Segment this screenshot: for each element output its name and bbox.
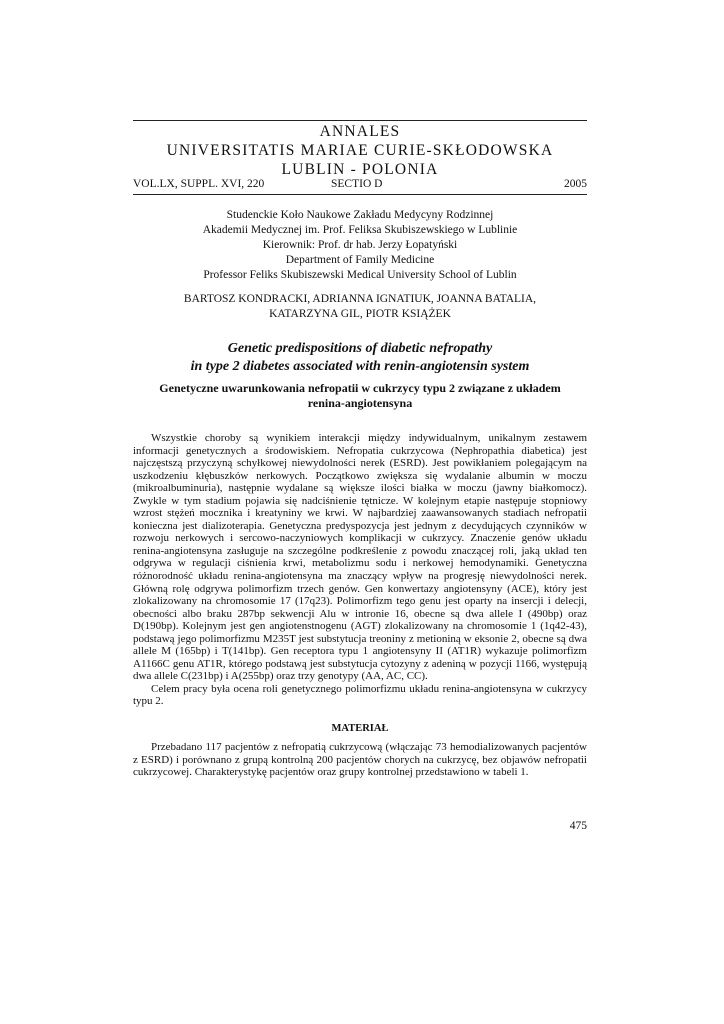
article-title [133,340,587,376]
section-heading: MATERIAŁ [331,723,389,734]
affiliation-line: Akademii Medycznej im. Prof. Feliksa Skubiszewskiego w Lublinie [202,224,518,236]
article-subtitle [133,381,587,411]
affiliation-line: Kierownik: Prof. dr hab. Jerzy Łopatyński [262,239,458,251]
article-title-line: in type 2 diabetes associated with renin-angiotensin system [190,359,530,374]
volume-info: VOL.LX, SUPPL. XVI, 220 [133,178,265,190]
volume-row [133,178,587,192]
affiliation-line: Studenckie Koło Naukowe Zakładu Medycyny Rodzinnej [226,209,494,221]
journal-title-line2: UNIVERSITATIS MARIAE CURIE-SKŁODOWSKA [166,142,554,159]
article-title-line: Genetic predispositions of diabetic nefropathy [227,341,493,356]
affiliation-block [133,208,587,283]
year-info: 2005 [564,178,587,190]
affiliation-line: Professor Feliks Skubiszewski Medical University School of Lublin [203,269,517,281]
article-subtitle-line: Genetyczne uwarunkowania nefropatii w cukrzycy typu 2 związane z układem [159,381,561,395]
paragraph: Przebadano 117 pacjentów z nefropatią cukrzycową (włączając 73 hemodializowanych pacjentów z ESRD) i porównano z grupą kontrolną 200 pacjentów chorych na cukrzycę, bez objawów nefropatii cukrzycowej. Charakterystykę pacjentów oraz grupy kontrolnej przedstawiono w tabeli 1. [133,741,587,779]
paragraph: Wszystkie choroby są wynikiem interakcji między indywidualnym, unikalnym zestawem informacji genetycznych a środowiskiem. Nefropatia cukrzycowa (Nephropathia diabetica) jest najczęstszą przyczyną schyłkowej niewydolności nerek (ESRD). Jest powikłaniem polegającym na uszkodzeniu kłębuszków nerkowych. Początkowo zwiększa się wydalanie albumin w moczu (mikroalbuminuria), następnie wydalane są większe ilości białka w moczu (jawny białkomocz). Zwykle w tym stadium pojawia się nadciśnienie tętnicze. W kolejnym etapie następuje stopniowy wzrost stężeń mocznika i kreatyniny we krwi. W najbardziej zaawansowanych stadiach nefropatii konieczna jest dializoterapia. Genetyczna predyspozycja jest jednym z decydujących czynników w rozwoju nerkowych i sercowo-naczyniowych komplikacji w cukrzycy. Znaczenie genów układu renina-angiotensyna zasługuje na szczególne podkreślenie z powodu znaczącej roli, jaką układ ten odgrywa w regulacji ciśnienia krwi, metabolizmu sodu i nerkowej hemodynamiki. Genetyczna różnorodność układu renina-angiotensyna ma znaczący wpływ na progresję niewydolności nerek. Główną rolę odgrywa polimorfizm trzech genów. Gen konwertazy angiotensyny (ACE), który jest zlokalizowany na chromosomie 17 (17q23). Polimorfizm tego genu jest oparty na insercji i delecji, obecności albo braku 287bp sekwencji Alu w intronie 16, obecne są dwa allele I (490bp) oraz D(190bp). Kolejnym jest gen angiotenstnogenu (AGT) zlokalizowany na chromosomie 1 (1q42-43), podstawą jego polimorfizmu M235T jest substytucja treoniny z metioniną w eksonie 2, obecne są dwa allele M (165bp) i T(141bp). Gen receptora typu 1 angiotensyny II (AT1R) wykazuje polimorfizm A1166C genu AT1R, którego podstawą jest substytucja cytozyny z adeniną w pozycji 1166, występują dwa allele C(231bp) i A(255bp) oraz trzy genotypy (AA, AC, CC). [133,432,587,683]
authors-line: KATARZYNA GIL, PIOTR KSIĄŻEK [269,308,451,320]
authors-line: BARTOSZ KONDRACKI, ADRIANNA IGNATIUK, JOANNA BATALIA, [183,293,537,305]
section-info: SECTIO D [331,178,383,190]
journal-title-line3: LUBLIN - POLONIA [281,161,439,178]
introduction-text [133,432,587,708]
article-subtitle-line: renina-angiotensyna [307,396,413,410]
header-top-rule [133,120,587,121]
material-text [133,741,587,779]
paragraph: Celem pracy była ocena roli genetycznego polimorfizmu układu renina-angiotensyna w cukrzycy typu 2. [133,682,587,708]
page-number: 475 [569,820,587,832]
affiliation-line: Department of Family Medicine [285,254,435,266]
header-bottom-rule [133,194,587,195]
journal-title-line1: ANNALES [319,123,401,140]
authors-block [133,292,587,322]
